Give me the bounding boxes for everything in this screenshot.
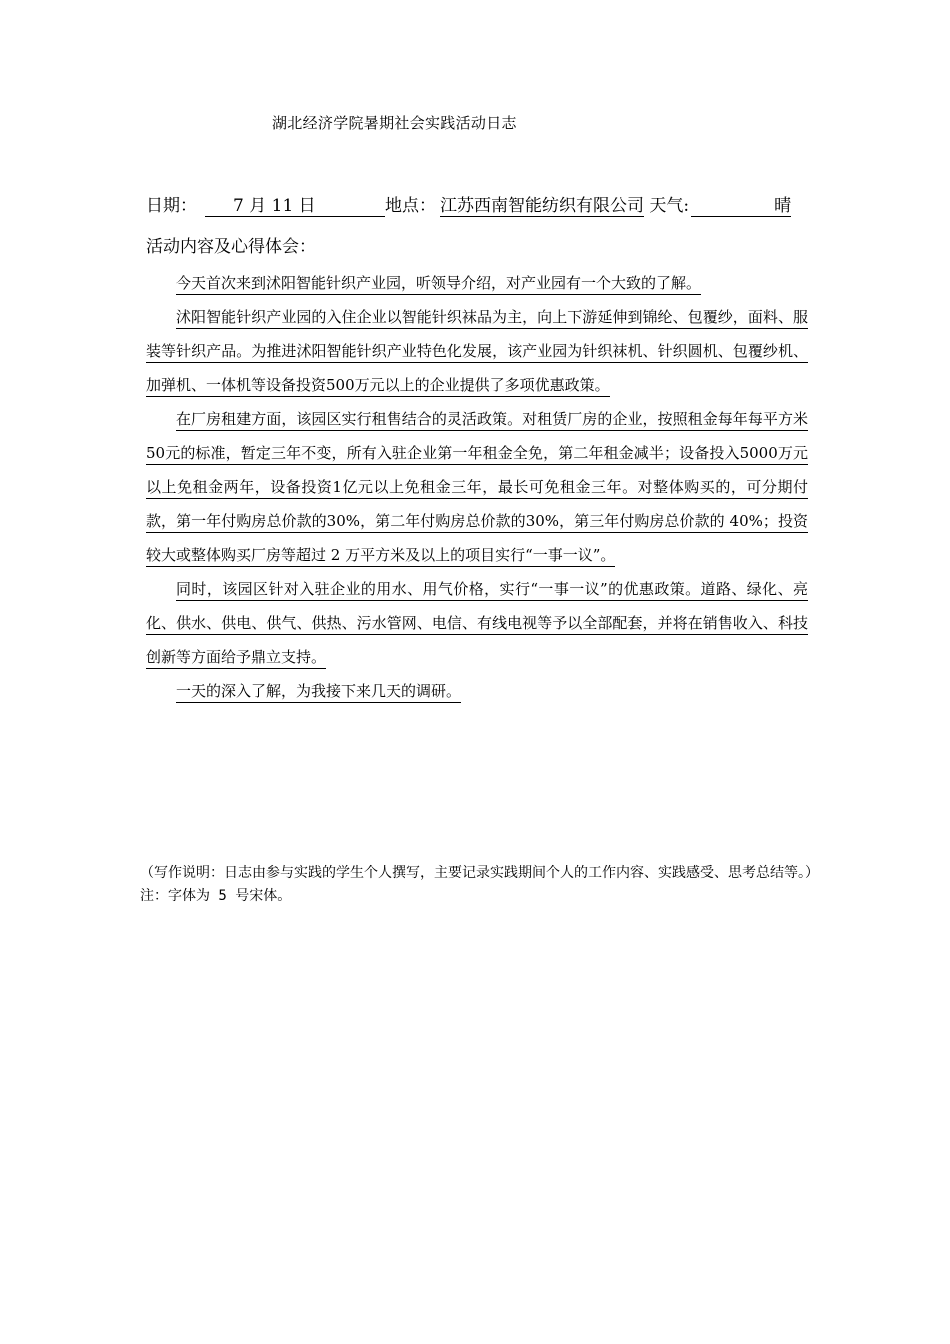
date-label: 日期： — [146, 196, 197, 216]
paragraph-text: 在厂房租建方面，该园区实行租售结合的灵活政策。对租赁厂房的企业，按照租金每年每平方米50元的标准，暂定三年不变，所有入驻企业第一年租金全免，第二年租金减半；设备投入5000万元以上免租金两年，设备投资1亿元以上免租金三年，最长可免租金三年。对整体购买的，可分期付款，第一年付购房总价款的30%，第二年付购房总价款的30%，第三年付购房总价款的 40%；投资较大或整体购买厂房等超过 2 万平方米及以上的项目实行“一事一议”。 — [146, 410, 808, 567]
paragraph-text: 今天首次来到沭阳智能针织产业园，听领导介绍，对产业园有一个大致的了解。 — [176, 274, 701, 295]
paragraph — [146, 300, 808, 402]
paragraph — [146, 572, 808, 674]
location-label: 地点： — [385, 196, 436, 216]
page-title: 湖北经济学院暑期社会实践活动日志 — [272, 114, 517, 132]
paragraph — [146, 402, 808, 572]
body-text — [146, 266, 808, 708]
paragraph — [146, 674, 808, 708]
paragraph-text: 同时，该园区针对入驻企业的用水、用气价格，实行“一事一议”的优惠政策。道路、绿化、亮化、供水、供电、供气、供热、污水管网、电信、有线电视等予以全部配套，并将在销售收入、科技创新等方面给予鼎立支持。 — [146, 580, 808, 669]
font-note: 注：字体为 5 号宋体。 — [140, 888, 292, 904]
paragraph-text: 沭阳智能针织产业园的入住企业以智能针织袜品为主，向上下游延伸到锦纶、包覆纱，面料、服装等针织产品。为推进沭阳智能针织产业特色化发展，该产业园为针织袜机、针织圆机、包覆纱机、加弹机、一体机等设备投资500万元以上的企业提供了多项优惠政策。 — [146, 308, 808, 397]
location-value: 江苏西南智能纺织有限公司 — [440, 196, 644, 216]
paragraph — [146, 266, 808, 300]
paragraph-text: 一天的深入了解，为我接下来几天的调研。 — [176, 682, 461, 703]
weather-value: 晴 — [691, 196, 791, 217]
meta-row — [146, 194, 791, 218]
section-label: 活动内容及心得体会： — [146, 237, 316, 257]
date-value: 7 月 11 日 — [205, 196, 385, 217]
weather-label: 天气: — [649, 196, 690, 216]
notes — [140, 862, 819, 908]
writing-note: （写作说明：日志由参与实践的学生个人撰写，主要记录实践期间个人的工作内容、实践感受、思考总结等。） — [140, 865, 819, 881]
